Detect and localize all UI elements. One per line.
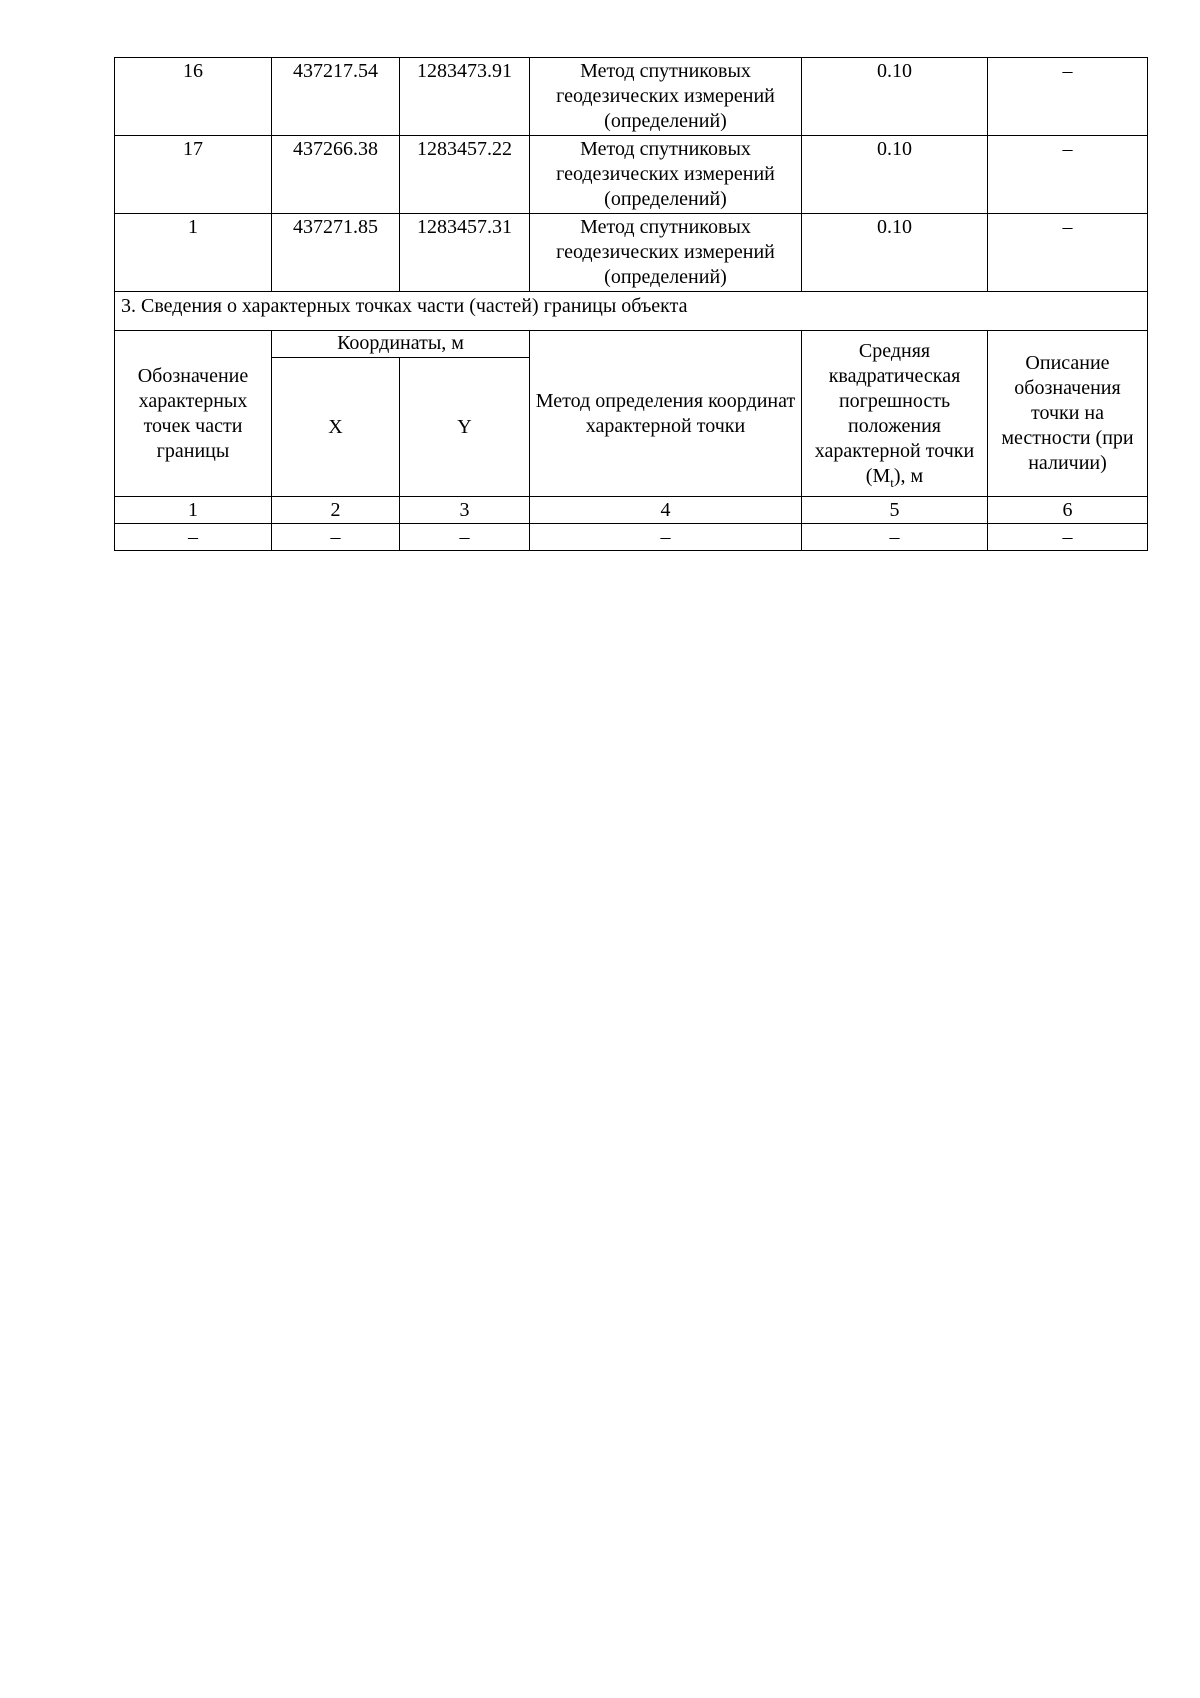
point-number-cell: 1 [115, 214, 272, 292]
header-error-prefix: Средняя квадратическая погрешность положения характерной точки (M [814, 339, 975, 487]
boundary-points-table [114, 57, 1148, 551]
column-number: 4 [530, 497, 802, 524]
empty-cell: – [272, 524, 400, 551]
error-cell: 0.10 [802, 214, 988, 292]
header-coordinates: Координаты, м [272, 331, 530, 358]
column-number: 2 [272, 497, 400, 524]
column-numbers-row [115, 497, 1148, 524]
table-row [115, 214, 1148, 292]
column-number: 1 [115, 497, 272, 524]
y-coordinate-cell: 1283457.22 [400, 136, 530, 214]
method-cell: Метод спутниковых геодезических измерений (определений) [530, 58, 802, 136]
header-method: Метод определения координат характерной точки [530, 331, 802, 497]
table-row [115, 136, 1148, 214]
description-cell: – [988, 58, 1148, 136]
method-cell: Метод спутниковых геодезических измерений (определений) [530, 136, 802, 214]
error-cell: 0.10 [802, 136, 988, 214]
header-description: Описание обозначения точки на местности (при наличии) [988, 331, 1148, 497]
section-title-row [115, 292, 1148, 331]
column-number: 3 [400, 497, 530, 524]
description-cell: – [988, 136, 1148, 214]
error-cell: 0.10 [802, 58, 988, 136]
table-row [115, 58, 1148, 136]
section-title: 3. Сведения о характерных точках части (частей) границы объекта [115, 292, 1148, 331]
table-row [115, 524, 1148, 551]
point-number-cell: 17 [115, 136, 272, 214]
header-y: Y [400, 358, 530, 497]
description-cell: – [988, 214, 1148, 292]
empty-cell: – [115, 524, 272, 551]
y-coordinate-cell: 1283473.91 [400, 58, 530, 136]
header-error-subscript: t [890, 474, 894, 490]
x-coordinate-cell: 437271.85 [272, 214, 400, 292]
point-number-cell: 16 [115, 58, 272, 136]
empty-cell: – [400, 524, 530, 551]
column-number: 6 [988, 497, 1148, 524]
empty-cell: – [802, 524, 988, 551]
column-number: 5 [802, 497, 988, 524]
header-mean-square-error [802, 331, 988, 497]
header-point-designation: Обозначение характерных точек части границы [115, 331, 272, 497]
header-x: X [272, 358, 400, 497]
x-coordinate-cell: 437217.54 [272, 58, 400, 136]
empty-cell: – [988, 524, 1148, 551]
header-error-suffix: ), м [893, 464, 924, 487]
method-cell: Метод спутниковых геодезических измерений (определений) [530, 214, 802, 292]
x-coordinate-cell: 437266.38 [272, 136, 400, 214]
header-row [115, 331, 1148, 358]
y-coordinate-cell: 1283457.31 [400, 214, 530, 292]
empty-cell: – [530, 524, 802, 551]
